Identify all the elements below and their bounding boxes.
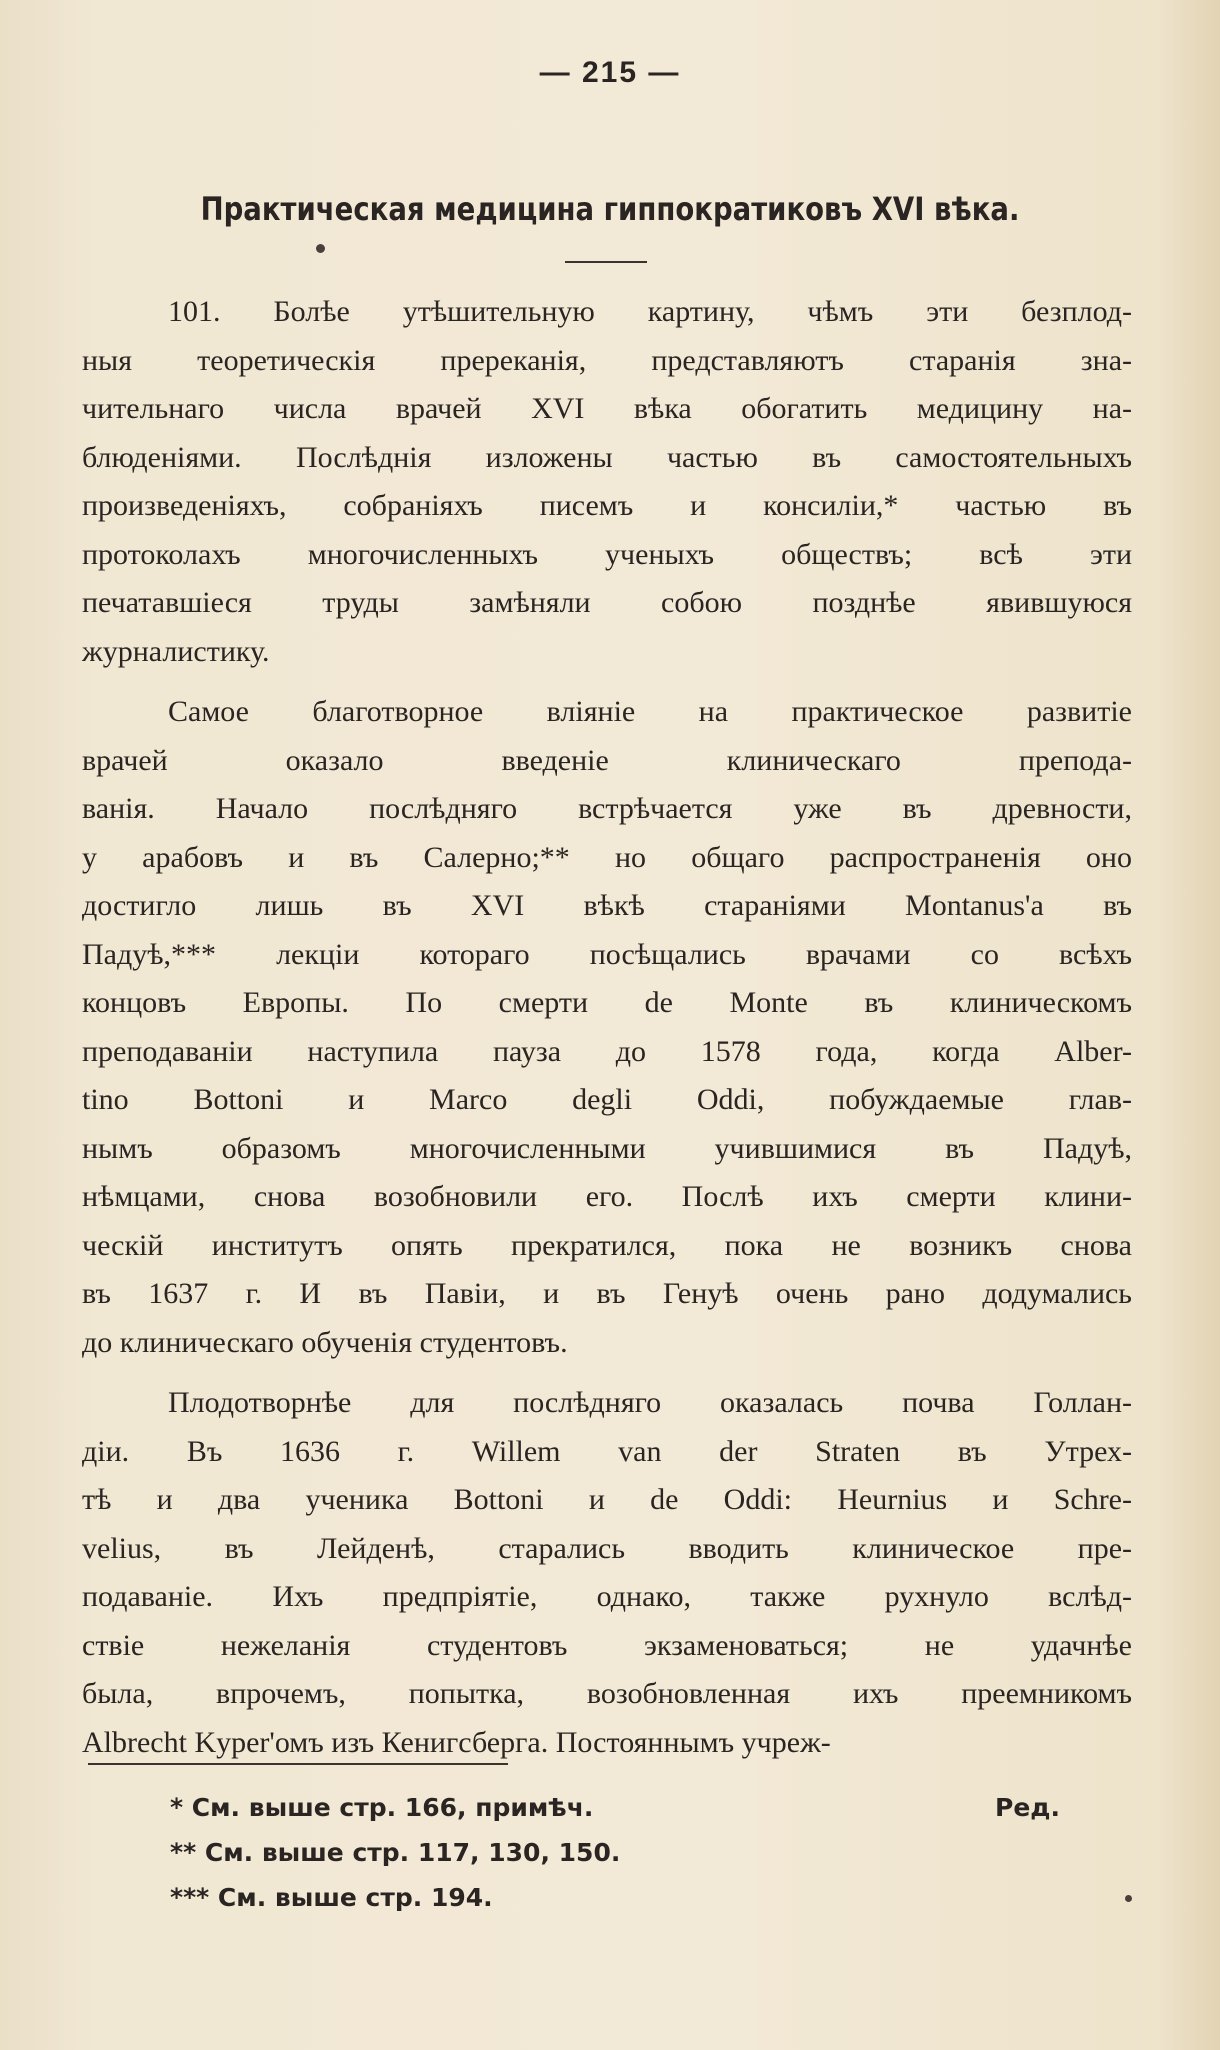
footnote-text: *** См. выше стр. 194. [170,1883,493,1912]
text-line: нѣмцами, снова возобновили его. Послѣ ихъ смерти клини- [82,1180,1132,1213]
body-text [82,288,1132,1779]
ink-speck [1125,1895,1132,1902]
footnote-text: ** См. выше стр. 117, 130, 150. [170,1838,621,1867]
text-line: подаваніе. Ихъ предпріятіе, однако, также рухнуло вслѣд- [82,1580,1132,1613]
text-line: ныя теоретическія пререканія, представляютъ старанія зна- [82,343,1132,377]
text-line: въ 1637 г. И въ Павіи, и въ Генуѣ очень рано додумались [82,1277,1132,1310]
text-line: до клиническаго обученія студентовъ. [82,1325,568,1359]
page-number: — 215 — [539,56,681,89]
text-line: ванія. Начало послѣдняго встрѣчается уже въ древности, [82,792,1132,825]
text-line: чительнаго числа врачей XVI вѣка обогатить медицину на- [82,392,1132,425]
text-line: tino Bottoni и Marco degli Oddi, побуждаемые глав- [82,1083,1132,1116]
text-line: концовъ Европы. По смерти de Monte въ клиническомъ [82,986,1132,1019]
heading-rule [565,261,647,263]
paragraph [82,288,1132,676]
text-line: была, впрочемъ, попытка, возобновленная ихъ преемникомъ [82,1677,1132,1710]
text-line: 101. Болѣе утѣшительную картину, чѣмъ эти безплод- [168,295,1132,328]
ink-speck [316,244,325,253]
footnote [170,1785,1060,1830]
footnotes [170,1785,1060,1920]
paragraph [82,688,1132,1367]
footnote-editor-tag: Ред. [995,1793,1060,1822]
paragraph [82,1379,1132,1767]
text-line: достигло лишь въ XVI вѣкѣ стараніями Montanus'а въ [82,889,1132,922]
text-line: преподаваніи наступила пауза до 1578 года, когда Alber- [82,1034,1132,1068]
text-line: протоколахъ многочисленныхъ ученыхъ обществъ; всѣ эти [82,537,1132,571]
text-line: тѣ и два ученика Bottoni и de Oddi: Heurnius и Schre- [82,1483,1132,1516]
text-line: нымъ образомъ многочисленными учившимися въ Падуѣ, [82,1131,1132,1165]
footnote-rule [88,1763,508,1765]
footnote [170,1875,1060,1920]
footnote [170,1830,1060,1875]
text-line: діи. Въ 1636 г. Willem van der Straten въ Утрех- [82,1434,1132,1468]
text-line: произведеніяхъ, собраніяхъ писемъ и консиліи,* частью въ [82,489,1132,522]
text-line: Плодотворнѣе для послѣдняго оказалась почва Голлан- [168,1386,1132,1419]
text-line: у арабовъ и въ Салерно;** но общаго распространенія оно [82,840,1132,874]
footnote-text: * См. выше стр. 166, примѣч. [170,1793,594,1822]
text-line: журналистику. [82,634,270,668]
text-line: Падуѣ,*** лекціи котораго посѣщались врачами со всѣхъ [82,937,1132,971]
text-line: печатавшіеся труды замѣняли собою позднѣе явившуюся [82,586,1132,619]
text-line: блюденіями. Послѣднія изложены частью въ самостоятельныхъ [82,440,1132,474]
text-line: velius, въ Лейденѣ, старались вводить клиническое пре- [82,1531,1132,1565]
text-line: Самое благотворное вліяніе на практическое развитіе [168,695,1132,728]
text-line: ствіе нежеланія студентовъ экзаменоваться; не удачнѣе [82,1628,1132,1662]
chapter-heading: Практическая медицина гиппократиковъ XVI вѣка. [200,190,1020,228]
text-line: Albrecht Kyper'омъ изъ Кенигсберга. Постояннымъ учреж- [82,1725,831,1759]
text-line: ческій институтъ опять прекратился, пока не возникъ снова [82,1228,1132,1262]
text-line: врачей оказало введеніе клиническаго препода- [82,743,1132,777]
